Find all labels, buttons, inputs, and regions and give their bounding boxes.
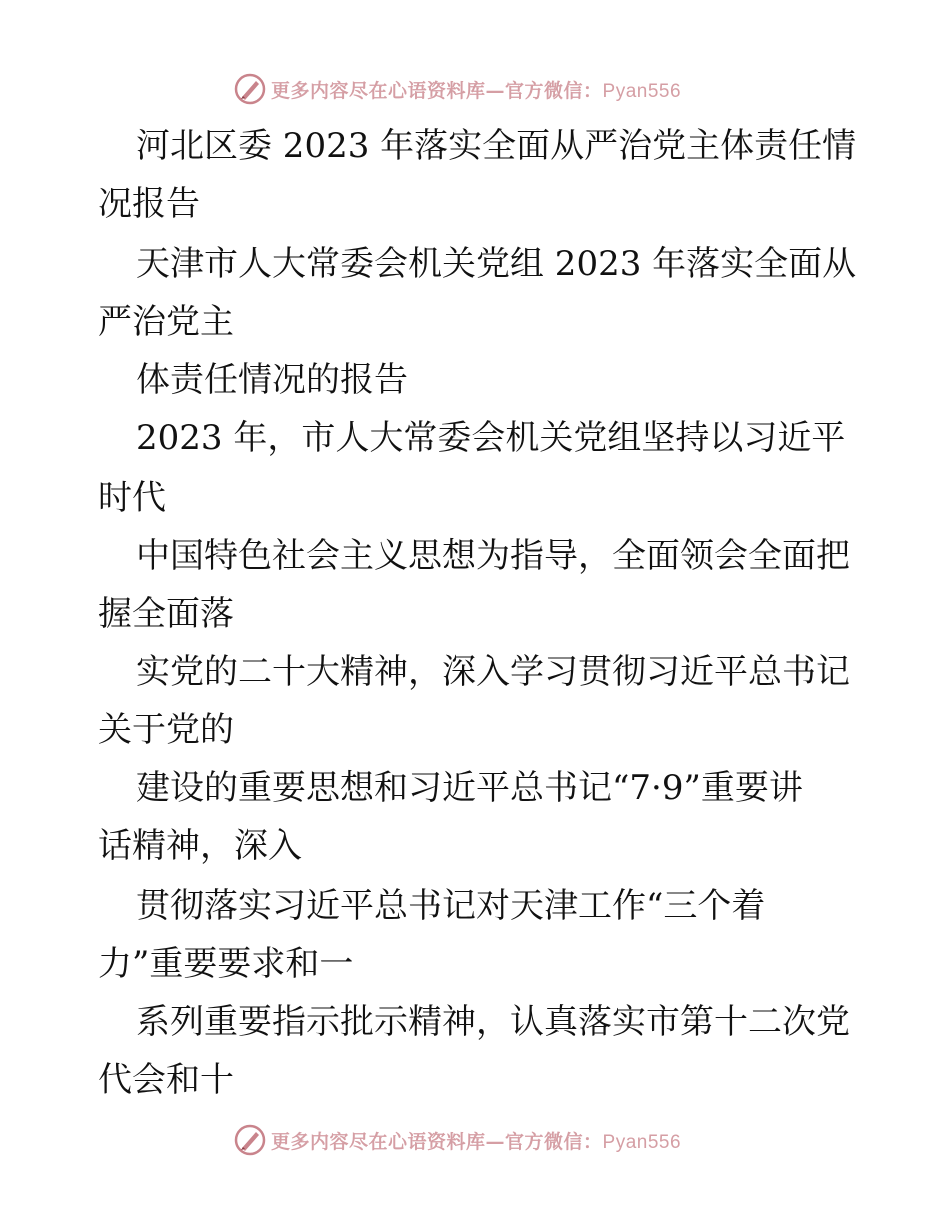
body-line-4: 严治党主	[98, 302, 234, 342]
footer-watermark	[233, 1121, 713, 1159]
watermark-text: 更多内容尽在心语资料库—官方微信：Pyan556	[271, 1130, 682, 1153]
wechat-id: Pyan556	[602, 80, 682, 102]
body-line-14: 贯彻落实习近平总书记对天津工作“三个着	[136, 886, 766, 926]
body-line-5: 体责任情况的报告	[136, 360, 408, 400]
pen-logo-icon	[233, 72, 267, 106]
body-line-17: 代会和十	[98, 1060, 234, 1100]
body-line-6: 2023 年，市人大常委会机关党组坚持以习近平	[136, 418, 846, 458]
header-watermark	[233, 70, 713, 108]
body-line-10: 实党的二十大精神，深入学习贯彻习近平总书记	[136, 652, 850, 692]
body-line-13: 话精神，深入	[98, 826, 302, 866]
body-line-1: 河北区委 2023 年落实全面从严治党主体责任情	[136, 126, 857, 166]
body-line-15: 力”重要要求和一	[98, 944, 354, 984]
watermark-text: 更多内容尽在心语资料库—官方微信：Pyan556	[271, 79, 682, 102]
body-line-7: 时代	[98, 478, 166, 518]
body-line-3: 天津市人大常委会机关党组 2023 年落实全面从	[136, 244, 857, 284]
body-line-16: 系列重要指示批示精神，认真落实市第十二次党	[136, 1002, 850, 1042]
body-line-9: 握全面落	[98, 594, 234, 634]
pen-logo-icon	[233, 1123, 267, 1157]
body-line-8: 中国特色社会主义思想为指导，全面领会全面把	[136, 536, 850, 576]
body-line-12: 建设的重要思想和习近平总书记“7·9”重要讲	[136, 768, 803, 808]
body-line-2: 况报告	[98, 184, 200, 224]
wechat-id: Pyan556	[602, 1131, 682, 1153]
body-line-11: 关于党的	[98, 710, 234, 750]
